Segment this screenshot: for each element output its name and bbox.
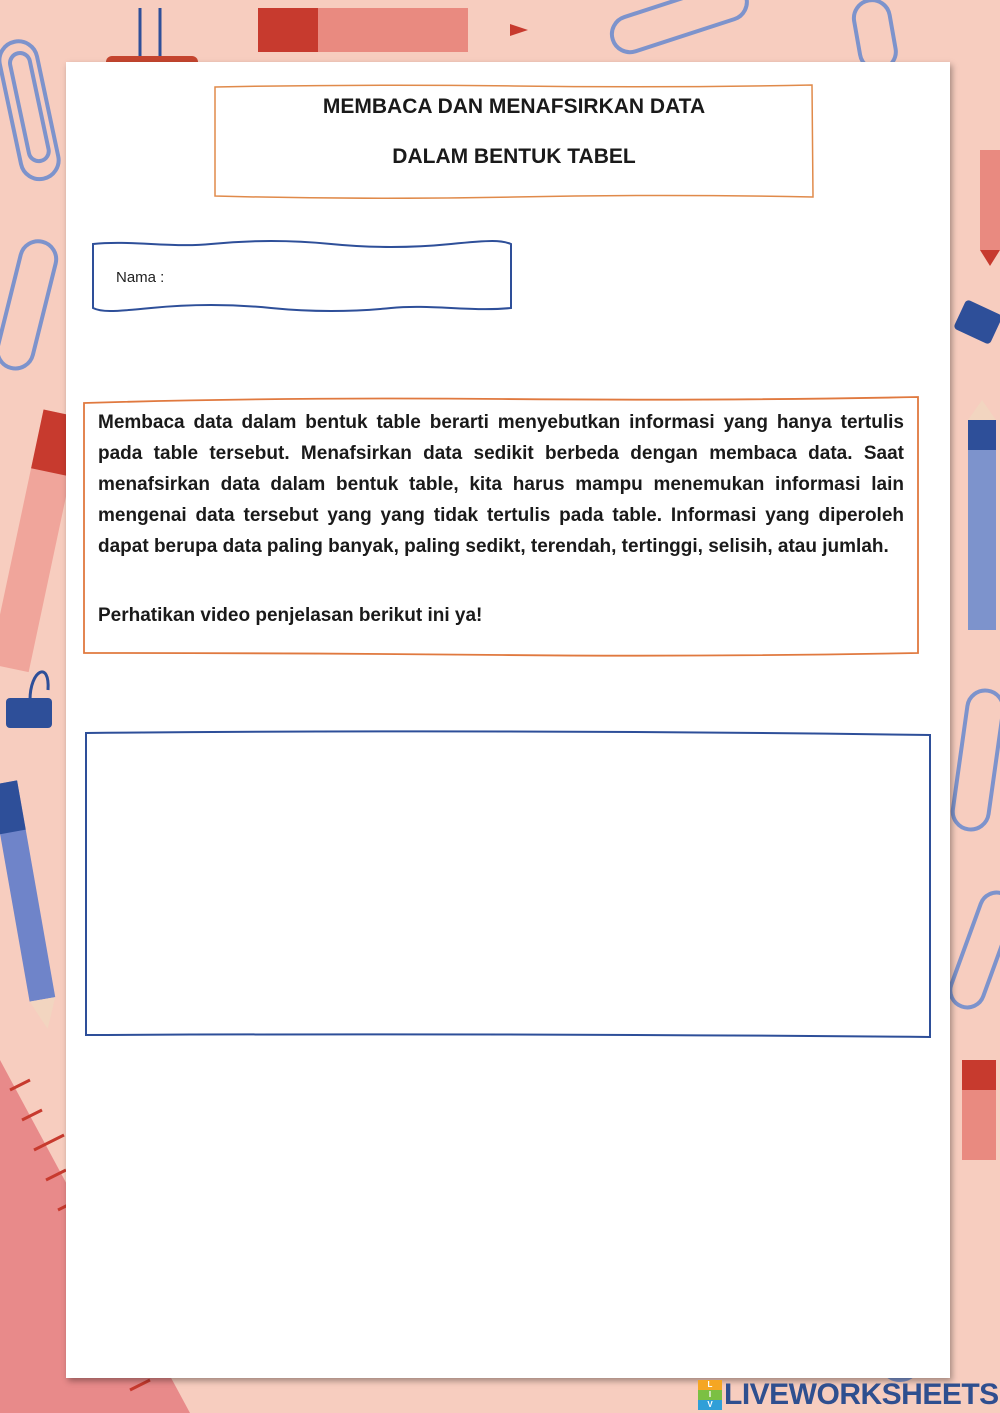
info-paragraph: Membaca data dalam bentuk table berarti menyebutkan informasi yang hanya tertulis pada table tersebut. Menafsirkan data sedikit berbeda dengan membaca data. Saat menafsirkan data dalam bentuk table, kita harus mampu menemukan informasi lain mengenai data tersebut yang yang tidak tertulis pada table. Informasi yang diperoleh dapat berupa data paling banyak, paling sedikt, terendah, tertinggi, selisih, atau jumlah. [98,412,904,557]
brand-name: LIVEWORKSHEETS [724,1378,999,1411]
pencil-decoration [968,400,996,630]
video-instruction: Perhatikan video penjelasan berikut ini ya! [98,605,483,626]
liveworksheets-logo [698,1378,999,1412]
binder-clip-decoration [6,672,52,728]
pencil-decoration [962,1060,996,1160]
video-placeholder[interactable] [84,727,934,1051]
logo-letter: V [698,1400,722,1410]
page-subtitle: DALAM BENTUK TABEL [392,145,636,168]
name-box [91,238,513,312]
name-label: Nama : [116,269,165,286]
info-box [82,395,920,657]
binder-clip-decoration [953,299,1000,345]
logo-letter: I [698,1390,722,1400]
page-title: MEMBACA DAN MENAFSIRKAN DATA [322,95,706,118]
pencil-decoration [980,150,1000,266]
name-input[interactable] [175,262,499,292]
liveworksheets-icon [698,1380,722,1410]
title-box [214,83,814,199]
pencil-decoration [258,8,528,52]
pencil-decoration [0,780,60,1031]
video-box-border [84,727,934,1051]
logo-letter: L [698,1380,722,1390]
